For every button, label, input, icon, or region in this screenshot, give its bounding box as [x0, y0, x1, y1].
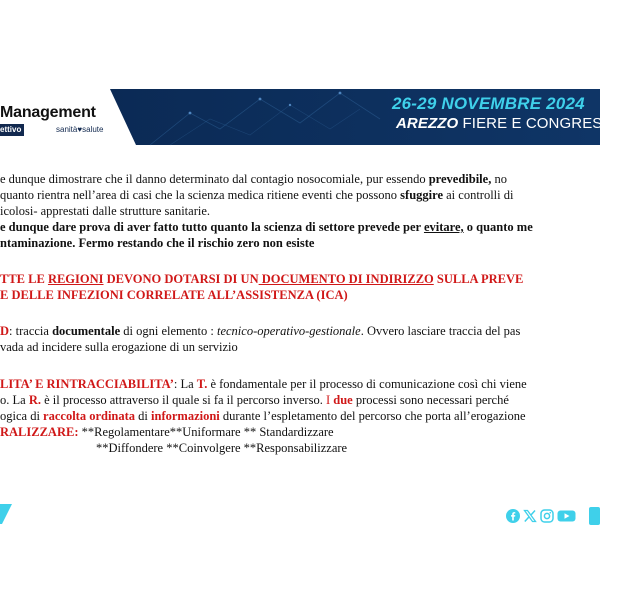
text: è fondamentale per il processo di comunicazione così chi viene	[207, 377, 527, 391]
logo-subtitle	[56, 124, 103, 136]
red-text: I	[325, 393, 334, 407]
text: no	[491, 172, 507, 186]
italic-text: tecnico-operativo-gestionale	[216, 324, 361, 338]
p1-line-5: ntaminazione. Fermo restando che il rischio zero non esiste	[0, 236, 315, 250]
red-text: T.	[196, 377, 208, 391]
text: o quanto me	[463, 220, 533, 234]
text: di ogni elemento :	[120, 324, 217, 338]
red-text: D	[0, 324, 10, 338]
text: : La	[173, 377, 197, 391]
text: durante l’espletamento del percorso che porta all’erogazione	[219, 409, 526, 423]
instagram-icon[interactable]	[540, 509, 554, 523]
text: TTE LE	[0, 272, 48, 286]
text: : traccia	[9, 324, 53, 338]
red-text: due	[333, 393, 353, 407]
bold-text: documentale	[52, 324, 121, 338]
underlined-text: DOCUMENTO DI INDIRIZZO	[258, 272, 434, 286]
text: di	[135, 409, 152, 423]
logo-title: Management	[0, 104, 96, 121]
text: processi sono necessari perché	[352, 393, 509, 407]
p3-line-1	[0, 324, 520, 339]
event-dates: 26-29 NOVEMBRE 2024	[392, 94, 585, 113]
red-text: raccolta ordinata	[43, 409, 136, 423]
text: ogica di	[0, 409, 44, 423]
p1-line-2	[0, 188, 513, 203]
p4-line-3	[0, 409, 526, 424]
bold-text: sfuggire	[400, 188, 443, 202]
p4-line-4	[0, 425, 334, 440]
facebook-icon[interactable]	[506, 509, 520, 523]
p4-line-1	[0, 377, 527, 392]
p1-line-1	[0, 172, 507, 187]
p4-line-2	[0, 393, 509, 408]
p1-line-4	[0, 220, 533, 235]
footer-accent-shape	[0, 504, 12, 524]
event-place	[396, 115, 617, 132]
logo-sub-left: sanità	[56, 125, 78, 134]
footer-badge	[589, 507, 600, 525]
logo	[0, 104, 104, 140]
text: ai controlli di	[443, 188, 514, 202]
event-venue: FIERE E CONGRESSI	[462, 115, 617, 132]
red-text: R.	[28, 393, 41, 407]
event-city: AREZZO	[396, 115, 459, 132]
text: e dunque dimostrare che il danno determinato dal contagio nosocomiale, pur essendo	[0, 172, 429, 186]
text: DEVONO DOTARSI DI UN	[103, 272, 259, 286]
logo-tag: ettivo	[0, 124, 24, 136]
underlined-text: REGIONI	[47, 272, 104, 286]
youtube-icon[interactable]	[557, 509, 576, 523]
red-text: informazioni	[151, 409, 220, 423]
text: quanto rientra nell’area di casi che la scienza medica ritiene eventi che possono	[0, 188, 401, 202]
underlined-text: evitare,	[423, 220, 464, 234]
red-text: LITA’ E RINTRACCIABILITA’	[0, 377, 174, 391]
x-icon[interactable]	[523, 509, 537, 523]
heart-icon: ♥	[77, 125, 83, 134]
red-text: RALIZZARE:	[0, 425, 79, 439]
text: o. La	[0, 393, 29, 407]
p2-line-2: E DELLE INFEZIONI CORRELATE ALL’ASSISTENZA (ICA)	[0, 288, 348, 302]
p2-line-1	[0, 272, 523, 287]
logo-sub-right: salute	[82, 125, 104, 134]
text: SULLA PREVE	[433, 272, 524, 286]
p3-line-2: vada ad incidere sulla erogazione di un servizio	[0, 340, 238, 354]
bold-text: prevedibile,	[428, 172, 492, 186]
text: e dunque dare prova di aver fatto tutto quanto la scienza di settore prevede per	[0, 220, 424, 234]
text: **Regolamentare**Uniformare ** Standardizzare	[78, 425, 334, 439]
text: . Ovvero lasciare traccia del pas	[360, 324, 521, 338]
p1-line-3: icolosi- apprestati dalle strutture sanitarie.	[0, 204, 210, 218]
text: è il processo attraverso il quale si fa il percorso inverso.	[40, 393, 326, 407]
p4-line-5: **Diffondere **Coinvolgere **Responsabilizzare	[96, 441, 348, 455]
